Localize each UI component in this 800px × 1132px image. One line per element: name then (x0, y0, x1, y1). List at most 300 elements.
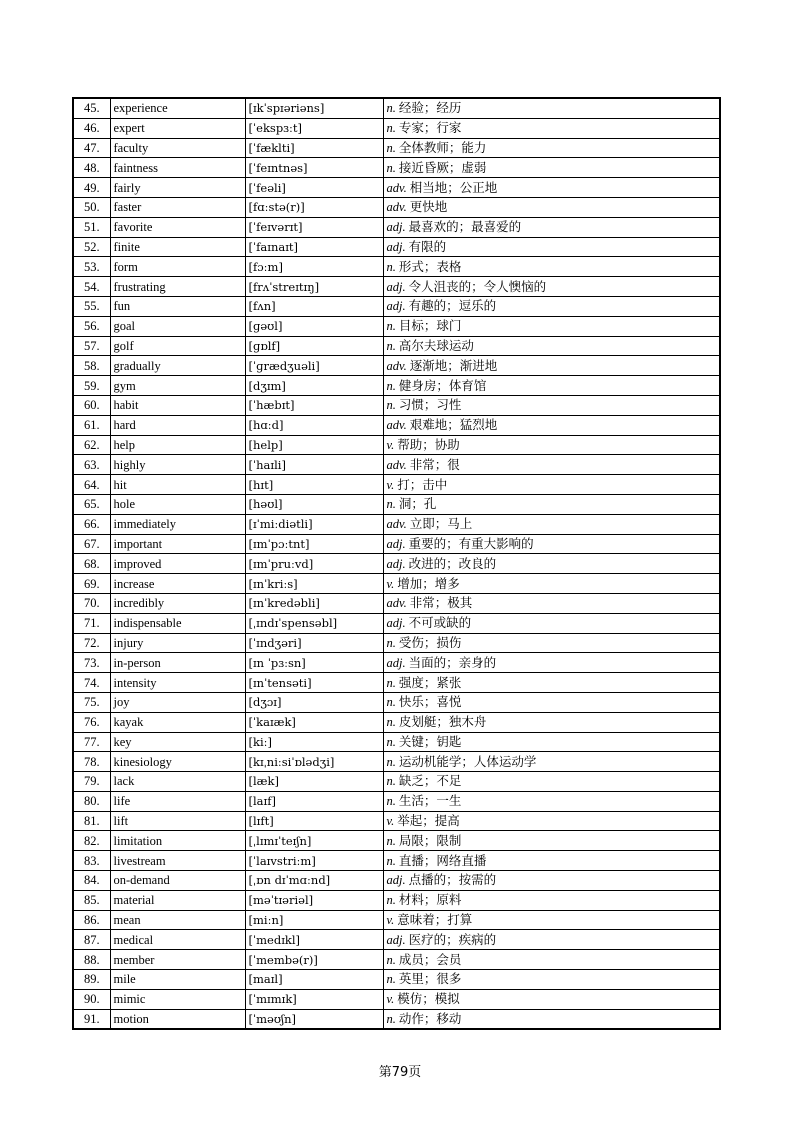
phonetic-cell: [læk] (245, 772, 383, 792)
meaning-cell (383, 98, 720, 118)
phonetic-cell: [ˈɪndʒəri] (245, 633, 383, 653)
word-cell: injury (110, 633, 245, 653)
meaning-cell (383, 791, 720, 811)
meaning-cell (383, 970, 720, 990)
row-number: 82. (73, 831, 110, 851)
word-cell: habit (110, 395, 245, 415)
table-row (73, 277, 720, 297)
row-number: 77. (73, 732, 110, 752)
word-cell: joy (110, 692, 245, 712)
table-row (73, 692, 720, 712)
table-row (73, 197, 720, 217)
meaning-cell (383, 1009, 720, 1029)
meaning-cell (383, 989, 720, 1009)
table-row (73, 376, 720, 396)
word-cell: expert (110, 118, 245, 138)
phonetic-cell: [ɪkˈspɪəriəns] (245, 98, 383, 118)
row-number: 78. (73, 752, 110, 772)
word-cell: faintness (110, 158, 245, 178)
meaning-cell (383, 217, 720, 237)
phonetic-cell: [fɔːm] (245, 257, 383, 277)
word-cell: important (110, 534, 245, 554)
phonetic-cell: [ˈmedɪkl] (245, 930, 383, 950)
row-number: 76. (73, 712, 110, 732)
part-of-speech: n. (386, 259, 396, 274)
part-of-speech: n. (386, 972, 396, 987)
word-cell: life (110, 791, 245, 811)
row-number: 80. (73, 791, 110, 811)
meaning-text: 运动机能学；人体运动学 (398, 753, 537, 769)
part-of-speech: n. (386, 319, 396, 334)
word-cell: goal (110, 316, 245, 336)
word-cell: on-demand (110, 871, 245, 891)
meaning-text: 医疗的；疾病的 (408, 931, 497, 947)
meaning-text: 缺乏；不足 (398, 773, 462, 789)
meaning-cell (383, 435, 720, 455)
phonetic-cell: [ˈhaɪli] (245, 455, 383, 475)
phonetic-cell: [fɑːstə(r)] (245, 197, 383, 217)
meaning-cell (383, 910, 720, 930)
part-of-speech: adj. (386, 556, 406, 571)
meaning-text: 习惯；习性 (398, 397, 462, 413)
part-of-speech: v. (386, 477, 395, 492)
row-number: 81. (73, 811, 110, 831)
meaning-cell (383, 752, 720, 772)
phonetic-cell: [ˈɡrædʒuəli] (245, 356, 383, 376)
word-cell: faster (110, 197, 245, 217)
part-of-speech: adv. (386, 457, 407, 472)
table-row (73, 633, 720, 653)
part-of-speech: adj. (386, 220, 406, 235)
part-of-speech: n. (386, 794, 396, 809)
word-cell: medical (110, 930, 245, 950)
word-cell: indispensable (110, 613, 245, 633)
word-cell: material (110, 890, 245, 910)
table-row (73, 890, 720, 910)
page-number: 第79页 (378, 1065, 422, 1080)
meaning-text: 直播；网络直播 (398, 852, 487, 868)
word-cell: incredibly (110, 593, 245, 613)
table-row (73, 772, 720, 792)
phonetic-cell: [ˈhæbɪt] (245, 395, 383, 415)
row-number: 62. (73, 435, 110, 455)
meaning-text: 成员；会员 (398, 951, 462, 967)
table-row (73, 356, 720, 376)
phonetic-cell: [ˌɒn dɪˈmɑːnd] (245, 871, 383, 891)
phonetic-cell: [hɪt] (245, 475, 383, 495)
meaning-cell (383, 158, 720, 178)
phonetic-cell: [ɡəʊl] (245, 316, 383, 336)
row-number: 74. (73, 673, 110, 693)
meaning-cell (383, 395, 720, 415)
word-cell: form (110, 257, 245, 277)
word-cell: lack (110, 772, 245, 792)
meaning-cell (383, 514, 720, 534)
meaning-cell (383, 237, 720, 257)
meaning-cell (383, 415, 720, 435)
meaning-text: 形式；表格 (398, 258, 462, 274)
part-of-speech: adv. (386, 596, 407, 611)
table-row (73, 910, 720, 930)
meaning-cell (383, 376, 720, 396)
meaning-cell (383, 316, 720, 336)
phonetic-cell: [ˈmɪmɪk] (245, 989, 383, 1009)
phonetic-cell: [həʊl] (245, 494, 383, 514)
row-number: 50. (73, 197, 110, 217)
phonetic-cell: [ɪnˈkriːs] (245, 574, 383, 594)
part-of-speech: n. (386, 398, 396, 413)
table-row (73, 831, 720, 851)
part-of-speech: adv. (386, 200, 407, 215)
phonetic-cell: [hɑːd] (245, 415, 383, 435)
part-of-speech: n. (386, 160, 396, 175)
meaning-cell (383, 356, 720, 376)
table-row (73, 178, 720, 198)
meaning-text: 打；击中 (397, 476, 448, 492)
meaning-text: 洞；孔 (398, 496, 437, 512)
part-of-speech: adj. (386, 536, 406, 551)
row-number: 63. (73, 455, 110, 475)
part-of-speech: n. (386, 833, 396, 848)
meaning-cell (383, 593, 720, 613)
meaning-text: 强度；紧张 (398, 674, 462, 690)
word-cell: kayak (110, 712, 245, 732)
meaning-cell (383, 574, 720, 594)
part-of-speech: adv. (386, 517, 407, 532)
part-of-speech: n. (386, 140, 396, 155)
word-cell: livestream (110, 851, 245, 871)
phonetic-cell: [frʌˈstreɪtɪŋ] (245, 277, 383, 297)
part-of-speech: adj. (386, 239, 406, 254)
phonetic-cell: [ɪmˈpɔːtnt] (245, 534, 383, 554)
meaning-cell (383, 494, 720, 514)
phonetic-cell: [ˈkaɪæk] (245, 712, 383, 732)
row-number: 67. (73, 534, 110, 554)
row-number: 66. (73, 514, 110, 534)
meaning-text: 全体教师；能力 (398, 139, 487, 155)
part-of-speech: n. (386, 715, 396, 730)
phonetic-cell: [lɪft] (245, 811, 383, 831)
row-number: 73. (73, 653, 110, 673)
phonetic-cell: [ˈekspɜːt] (245, 118, 383, 138)
meaning-text: 高尔夫球运动 (398, 337, 474, 353)
meaning-text: 动作；移动 (398, 1011, 462, 1027)
phonetic-cell: [ˈfeəli] (245, 178, 383, 198)
phonetic-cell: [ˈmembə(r)] (245, 950, 383, 970)
part-of-speech: n. (386, 1012, 396, 1027)
part-of-speech: n. (386, 734, 396, 749)
table-row (73, 415, 720, 435)
phonetic-cell: [ˈlaɪvstriːm] (245, 851, 383, 871)
phonetic-cell: [ˈməʊʃn] (245, 1009, 383, 1029)
table-row (73, 237, 720, 257)
table-row (73, 871, 720, 891)
word-cell: intensity (110, 673, 245, 693)
table-row (73, 1009, 720, 1029)
row-number: 45. (73, 98, 110, 118)
part-of-speech: n. (386, 635, 396, 650)
table-row (73, 752, 720, 772)
table-row (73, 98, 720, 118)
word-cell: golf (110, 336, 245, 356)
phonetic-cell: [dʒɔɪ] (245, 692, 383, 712)
phonetic-cell: [help] (245, 435, 383, 455)
meaning-text: 立即；马上 (409, 516, 473, 532)
meaning-cell (383, 673, 720, 693)
row-number: 86. (73, 910, 110, 930)
phonetic-cell: [ˈfaɪnaɪt] (245, 237, 383, 257)
word-cell: help (110, 435, 245, 455)
part-of-speech: n. (386, 952, 396, 967)
meaning-cell (383, 336, 720, 356)
word-cell: motion (110, 1009, 245, 1029)
row-number: 57. (73, 336, 110, 356)
meaning-cell (383, 890, 720, 910)
table-row (73, 989, 720, 1009)
table-row (73, 673, 720, 693)
meaning-text: 逐渐地；渐进地 (409, 357, 498, 373)
row-number: 56. (73, 316, 110, 336)
row-number: 70. (73, 593, 110, 613)
table-row (73, 514, 720, 534)
part-of-speech: n. (386, 853, 396, 868)
part-of-speech: adv. (386, 358, 407, 373)
word-cell: in-person (110, 653, 245, 673)
phonetic-cell: [miːn] (245, 910, 383, 930)
table-row (73, 593, 720, 613)
part-of-speech: adj. (386, 616, 406, 631)
meaning-cell (383, 692, 720, 712)
word-cell: key (110, 732, 245, 752)
phonetic-cell: [maɪl] (245, 970, 383, 990)
meaning-cell (383, 732, 720, 752)
word-cell: gym (110, 376, 245, 396)
row-number: 53. (73, 257, 110, 277)
row-number: 48. (73, 158, 110, 178)
table-row (73, 435, 720, 455)
meaning-text: 非常；极其 (409, 595, 473, 611)
word-cell: member (110, 950, 245, 970)
row-number: 88. (73, 950, 110, 970)
part-of-speech: adj. (386, 932, 406, 947)
row-number: 58. (73, 356, 110, 376)
row-number: 47. (73, 138, 110, 158)
meaning-text: 更快地 (409, 199, 448, 215)
meaning-text: 点播的；按需的 (408, 872, 497, 888)
part-of-speech: v. (386, 913, 395, 928)
meaning-text: 增加；增多 (397, 575, 460, 591)
meaning-text: 最喜欢的；最喜爱的 (408, 219, 522, 235)
row-number: 85. (73, 890, 110, 910)
word-cell: limitation (110, 831, 245, 851)
meaning-text: 帮助；协助 (397, 436, 460, 452)
table-row (73, 217, 720, 237)
row-number: 68. (73, 554, 110, 574)
word-cell: fairly (110, 178, 245, 198)
meaning-cell (383, 178, 720, 198)
part-of-speech: v. (386, 814, 395, 829)
meaning-cell (383, 930, 720, 950)
row-number: 69. (73, 574, 110, 594)
row-number: 59. (73, 376, 110, 396)
meaning-cell (383, 811, 720, 831)
meaning-text: 专家；行家 (398, 120, 462, 136)
table-row (73, 138, 720, 158)
table-row (73, 296, 720, 316)
table-row (73, 950, 720, 970)
meaning-text: 不可或缺的 (408, 615, 472, 631)
meaning-cell (383, 851, 720, 871)
part-of-speech: adj. (386, 655, 406, 670)
table-row (73, 257, 720, 277)
meaning-cell (383, 138, 720, 158)
table-row (73, 712, 720, 732)
part-of-speech: adv. (386, 418, 407, 433)
phonetic-cell: [ˈfeɪntnəs] (245, 158, 383, 178)
part-of-speech: n. (386, 378, 396, 393)
table-row (73, 554, 720, 574)
meaning-text: 英里；很多 (398, 971, 462, 987)
meaning-text: 有趣的；逗乐的 (408, 298, 497, 314)
meaning-cell (383, 534, 720, 554)
phonetic-cell: [ɪn ˈpɜːsn] (245, 653, 383, 673)
row-number: 87. (73, 930, 110, 950)
meaning-cell (383, 831, 720, 851)
meaning-cell (383, 257, 720, 277)
meaning-cell (383, 118, 720, 138)
part-of-speech: v. (386, 576, 395, 591)
word-cell: favorite (110, 217, 245, 237)
row-number: 54. (73, 277, 110, 297)
meaning-text: 目标；球门 (398, 318, 462, 334)
meaning-text: 重要的；有重大影响的 (408, 535, 534, 551)
meaning-text: 局限；限制 (398, 832, 462, 848)
part-of-speech: n. (386, 774, 396, 789)
part-of-speech: v. (386, 992, 395, 1007)
meaning-cell (383, 475, 720, 495)
row-number: 46. (73, 118, 110, 138)
table-row (73, 534, 720, 554)
row-number: 55. (73, 296, 110, 316)
meaning-cell (383, 871, 720, 891)
row-number: 83. (73, 851, 110, 871)
meaning-text: 材料；原料 (398, 892, 462, 908)
word-cell: lift (110, 811, 245, 831)
part-of-speech: adv. (386, 180, 407, 195)
table-row (73, 336, 720, 356)
phonetic-cell: [ɪnˈkredəbli] (245, 593, 383, 613)
table-row (73, 930, 720, 950)
meaning-text: 意味着；打算 (397, 912, 473, 928)
table-row (73, 475, 720, 495)
table-row (73, 494, 720, 514)
row-number: 51. (73, 217, 110, 237)
meaning-text: 生活；一生 (398, 793, 462, 809)
table-row (73, 653, 720, 673)
phonetic-cell: [ˈfæklti] (245, 138, 383, 158)
phonetic-cell: [ɪnˈtensəti] (245, 673, 383, 693)
word-cell: highly (110, 455, 245, 475)
word-cell: hit (110, 475, 245, 495)
table-row (73, 970, 720, 990)
part-of-speech: n. (386, 754, 396, 769)
meaning-cell (383, 712, 720, 732)
phonetic-cell: [ˈfeɪvərɪt] (245, 217, 383, 237)
meaning-text: 经验；经历 (398, 100, 462, 116)
meaning-cell (383, 455, 720, 475)
meaning-text: 接近昏厥；虚弱 (398, 159, 487, 175)
word-cell: gradually (110, 356, 245, 376)
meaning-text: 皮划艇；独木舟 (398, 714, 487, 730)
meaning-cell (383, 613, 720, 633)
phonetic-cell: [ɪˈmiːdiətli] (245, 514, 383, 534)
phonetic-cell: [ˌɪndɪˈspensəbl] (245, 613, 383, 633)
phonetic-cell: [kɪˌniːsiˈɒlədʒi] (245, 752, 383, 772)
table-row (73, 574, 720, 594)
table-row (73, 158, 720, 178)
part-of-speech: v. (386, 437, 395, 452)
table-row (73, 791, 720, 811)
part-of-speech: adj. (386, 279, 406, 294)
row-number: 49. (73, 178, 110, 198)
word-cell: mile (110, 970, 245, 990)
meaning-text: 关键；钥匙 (398, 733, 462, 749)
row-number: 91. (73, 1009, 110, 1029)
table-row (73, 395, 720, 415)
meaning-text: 模仿；模拟 (397, 991, 460, 1007)
part-of-speech: n. (386, 695, 396, 710)
part-of-speech: n. (386, 121, 396, 136)
word-cell: kinesiology (110, 752, 245, 772)
phonetic-cell: [məˈtɪəriəl] (245, 890, 383, 910)
part-of-speech: n. (386, 338, 396, 353)
word-cell: immediately (110, 514, 245, 534)
meaning-text: 当面的；亲身的 (408, 654, 497, 670)
row-number: 52. (73, 237, 110, 257)
word-cell: hole (110, 494, 245, 514)
word-cell: experience (110, 98, 245, 118)
meaning-cell (383, 296, 720, 316)
word-cell: mimic (110, 989, 245, 1009)
row-number: 71. (73, 613, 110, 633)
phonetic-cell: [dʒɪm] (245, 376, 383, 396)
meaning-text: 令人沮丧的；令人懊恼的 (408, 278, 547, 294)
part-of-speech: n. (386, 101, 396, 116)
meaning-text: 健身房；体育馆 (398, 377, 487, 393)
part-of-speech: adj. (386, 299, 406, 314)
phonetic-cell: [fʌn] (245, 296, 383, 316)
phonetic-cell: [ɪmˈpruːvd] (245, 554, 383, 574)
word-cell: hard (110, 415, 245, 435)
word-cell: mean (110, 910, 245, 930)
table-row (73, 811, 720, 831)
meaning-text: 改进的；改良的 (408, 555, 497, 571)
meaning-cell (383, 554, 720, 574)
row-number: 61. (73, 415, 110, 435)
word-cell: faculty (110, 138, 245, 158)
meaning-cell (383, 197, 720, 217)
meaning-text: 相当地；公正地 (409, 179, 498, 195)
row-number: 64. (73, 475, 110, 495)
phonetic-cell: [laɪf] (245, 791, 383, 811)
meaning-text: 艰难地；猛烈地 (409, 417, 498, 433)
part-of-speech: n. (386, 675, 396, 690)
word-cell: fun (110, 296, 245, 316)
meaning-text: 受伤；损伤 (398, 634, 462, 650)
row-number: 75. (73, 692, 110, 712)
row-number: 90. (73, 989, 110, 1009)
part-of-speech: n. (386, 893, 396, 908)
